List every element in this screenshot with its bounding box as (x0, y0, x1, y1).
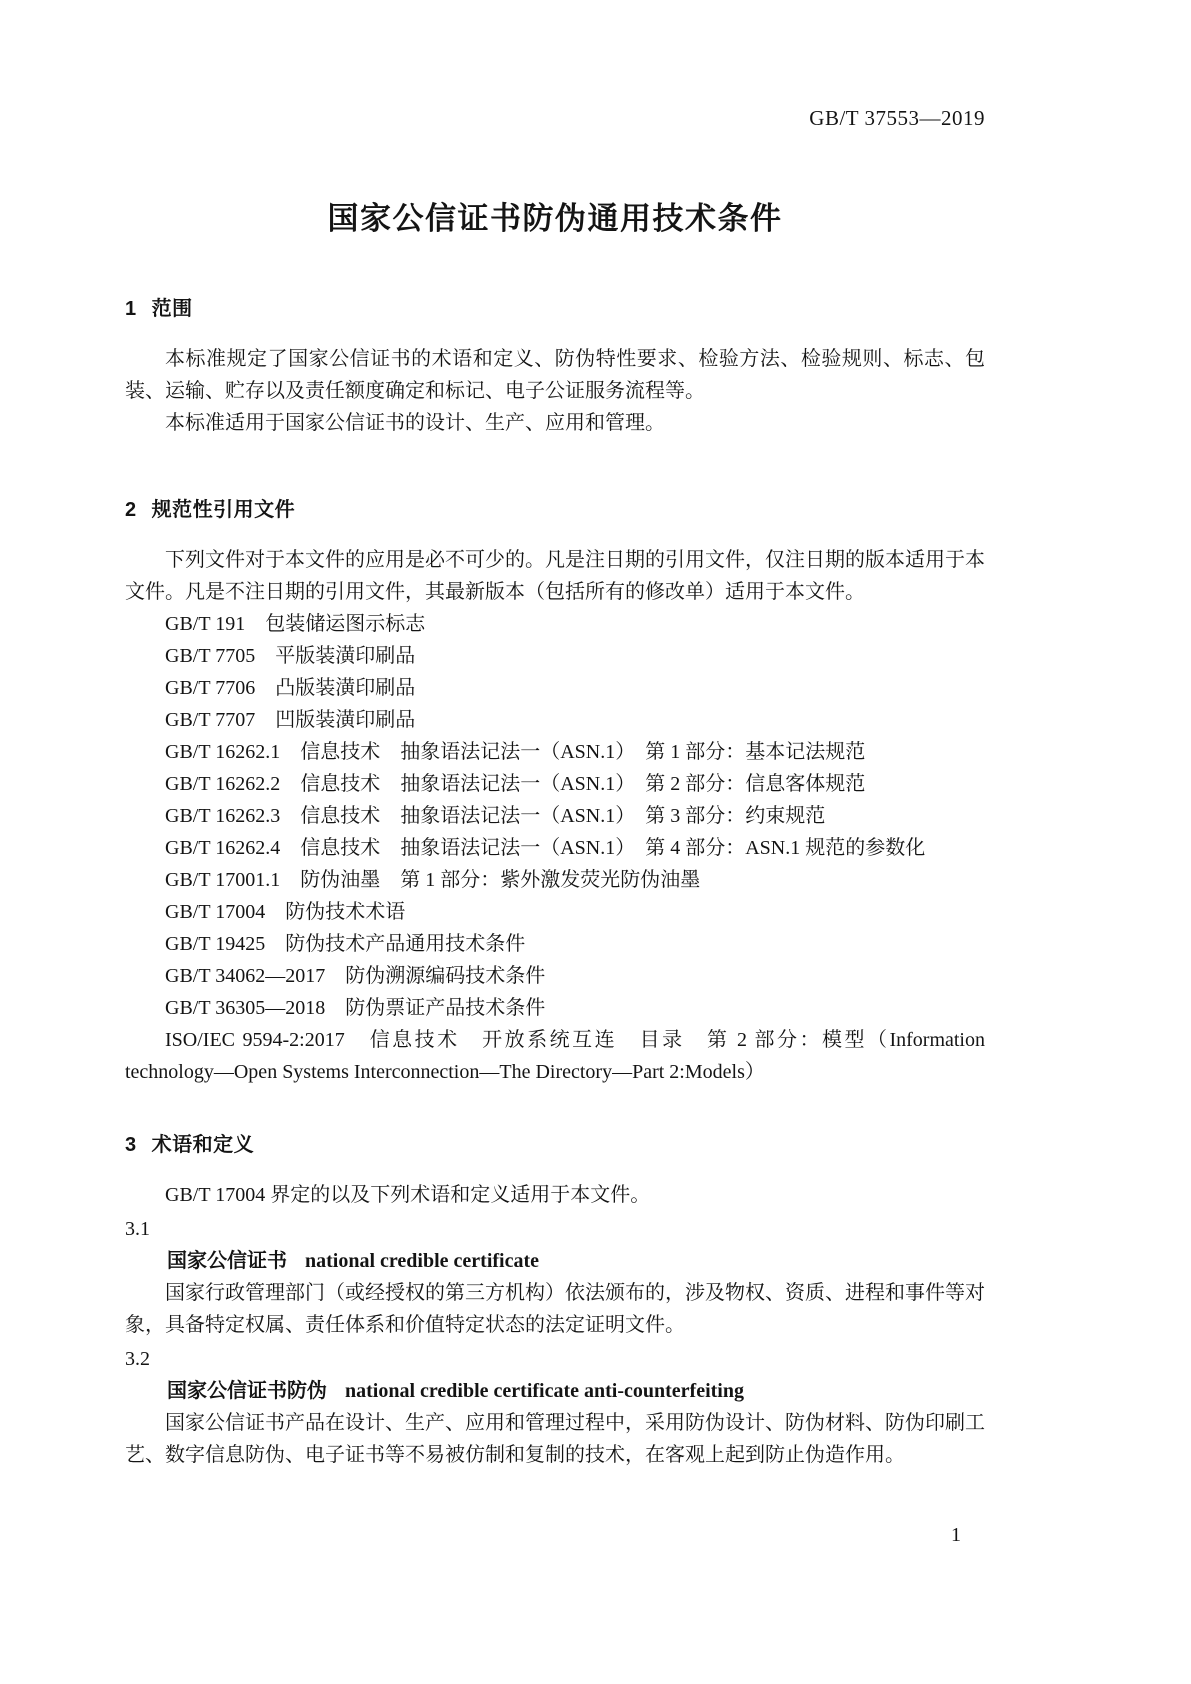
term-definition: 国家行政管理部门（或经授权的第三方机构）依法颁布的，涉及物权、资质、进程和事件等对象，具备特定权属、责任体系和价值特定状态的法定证明文件。 (125, 1282, 985, 1336)
scope-paragraph-2: 本标准适用于国家公信证书的设计、生产、应用和管理。 (165, 412, 665, 434)
reference-item: GB/T 7706 凸版装潢印刷品 (165, 677, 416, 699)
reference-item: GB/T 36305—2018 防伪票证产品技术条件 (165, 997, 546, 1019)
term-title-line (125, 1375, 985, 1407)
section-number: 3 (125, 1134, 137, 1156)
reference-item: GB/T 16262.2 信息技术 抽象语法记法一（ASN.1） 第 2 部分：信息客体规范 (165, 773, 866, 795)
term-chinese: 国家公信证书 (167, 1250, 287, 1272)
reference-item: GB/T 16262.1 信息技术 抽象语法记法一（ASN.1） 第 1 部分：基本记法规范 (165, 741, 866, 763)
section-title: 范围 (151, 298, 193, 320)
reference-item: GB/T 7705 平版装潢印刷品 (165, 645, 416, 667)
reference-item: GB/T 19425 防伪技术产品通用技术条件 (165, 933, 526, 955)
reference-item: ISO/IEC 9594-2:2017 信息技术 开放系统互连 目录 第 2 部分：模型（Information technology—Open Systems Interconnection—The Directory—Part 2:Models） (125, 1029, 985, 1083)
section-heading-normative-references (125, 493, 985, 522)
reference-item: GB/T 17004 防伪技术术语 (165, 901, 406, 923)
reference-item: GB/T 16262.3 信息技术 抽象语法记法一（ASN.1） 第 3 部分：约束规范 (165, 805, 826, 827)
reference-item: GB/T 34062—2017 防伪溯源编码技术条件 (165, 965, 546, 987)
normative-references-intro: 下列文件对于本文件的应用是必不可少的。凡是注日期的引用文件，仅注日期的版本适用于本文件。凡是不注日期的引用文件，其最新版本（包括所有的修改单）适用于本文件。 (125, 549, 985, 603)
document-title: 国家公信证书防伪通用技术条件 (327, 201, 783, 236)
term-english: national credible certificate anti-counterfeiting (345, 1380, 744, 1402)
term-definition: 国家公信证书产品在设计、生产、应用和管理过程中，采用防伪设计、防伪材料、防伪印刷工艺、数字信息防伪、电子证书等不易被仿制和复制的技术，在客观上起到防止伪造作用。 (125, 1412, 985, 1466)
term-clause-number: 3.1 (125, 1218, 150, 1240)
term-chinese: 国家公信证书防伪 (167, 1380, 327, 1402)
section-heading-terms (125, 1128, 985, 1157)
section-title: 术语和定义 (151, 1134, 255, 1156)
term-clause-number: 3.2 (125, 1348, 150, 1370)
section-heading-scope (125, 292, 985, 321)
term-title-line (125, 1245, 985, 1277)
standard-number: GB/T 37553—2019 (809, 106, 985, 130)
reference-item: GB/T 16262.4 信息技术 抽象语法记法一（ASN.1） 第 4 部分：ASN.1 规范的参数化 (165, 837, 926, 859)
scope-paragraph-1: 本标准规定了国家公信证书的术语和定义、防伪特性要求、检验方法、检验规则、标志、包装、运输、贮存以及责任额度确定和标记、电子公证服务流程等。 (125, 348, 985, 402)
page-number: 1 (951, 1524, 961, 1546)
section-number: 1 (125, 298, 137, 320)
section-number: 2 (125, 499, 137, 521)
reference-item: GB/T 191 包装储运图示标志 (165, 613, 426, 635)
terms-intro: GB/T 17004 界定的以及下列术语和定义适用于本文件。 (165, 1184, 651, 1206)
term-english: national credible certificate (305, 1250, 540, 1272)
reference-item: GB/T 17001.1 防伪油墨 第 1 部分：紫外激发荧光防伪油墨 (165, 869, 701, 891)
reference-item: GB/T 7707 凹版装潢印刷品 (165, 709, 416, 731)
section-title: 规范性引用文件 (151, 499, 296, 521)
page-content (125, 0, 985, 1471)
